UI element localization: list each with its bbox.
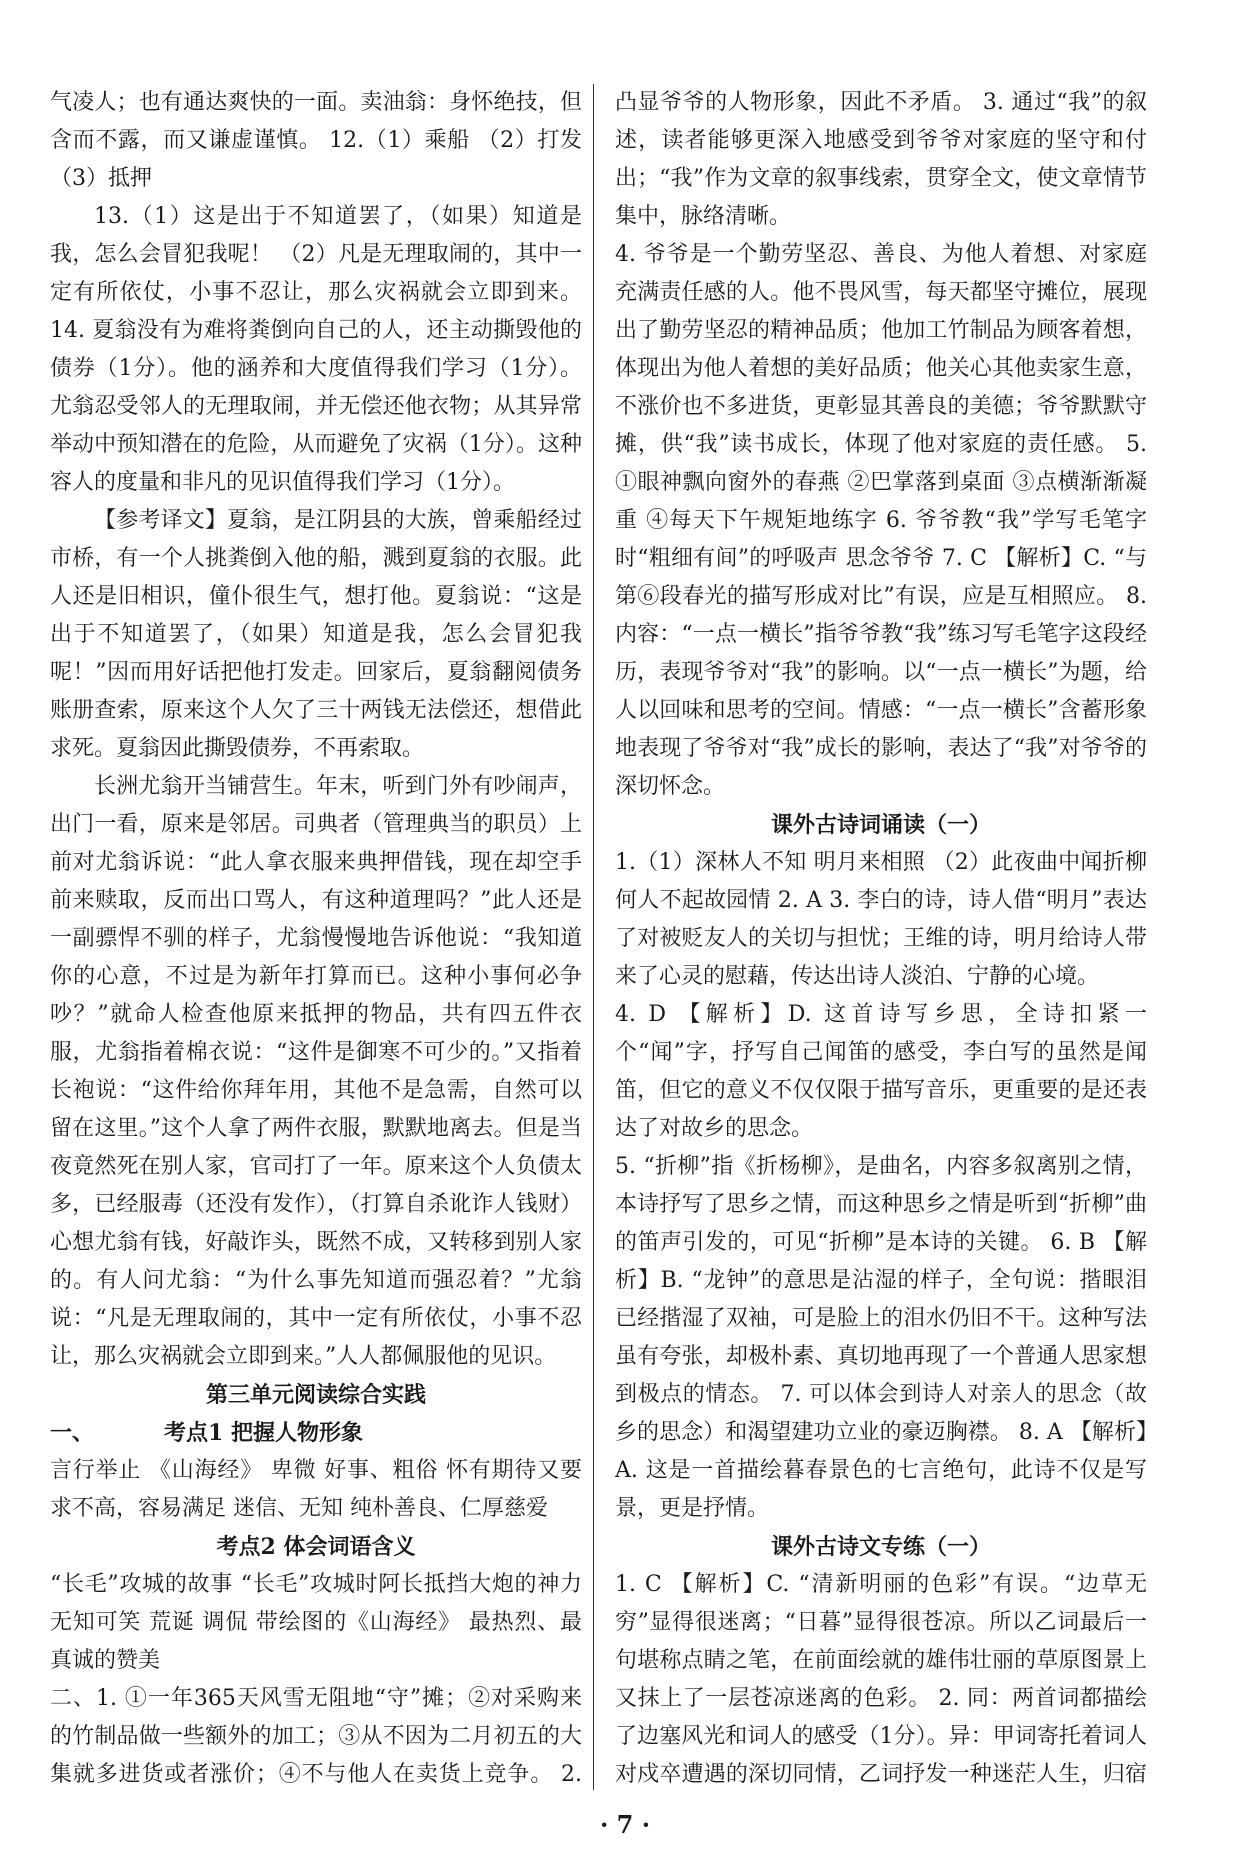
answer-paragraph: 5. “折柳”指《折杨柳》，是曲名，内容多叙离别之情，本诗抒写了思乡之情，而这种思乡之情是听到“折柳”曲的笛声引发的，可见“折柳”是本诗的关键。 6. B 【解析】B. “龙钟”的意思是沾湿的样子，全句说：揩眼泪已经揩湿了双袖，可是脸上的泪水仍旧不干。这种写法虽有夸张，却极朴素、真切地再现了一个普通人思家想到极点的情态。 7. 可以体会到诗人对亲人的思念（故乡的思念）和渴望建功立业的豪迈胸襟。 8. A 【解析】A. 这是一首描绘暮春景色的七言绝句，此诗不仅是写景，更是抒情。: [615, 1154, 1147, 1521]
section-title-classical-practice: 课外古诗文专练（一）: [770, 1534, 991, 1560]
answer-paragraph: 4. 爷爷是一个勤劳坚忍、善良、为他人着想、对家庭充满责任感的人。他不畏风雪，每天都坚守摊位，展现出了勤劳坚忍的精神品质；他加工竹制品为顾客着想，体现出为他人着想的美好品质；他关心其他卖家生意，不涨价也不多进货，更彰显其善良的美德；爷爷默默守摊，供“我”读书成长，体现了他对家庭的责任感。 5. ①眼神飘向窗外的春燕 ②巴掌落到桌面 ③点横渐渐凝重 ④每天下午规矩地练字 6. 爷爷教“我”学写毛笔字时“粗细有间”的呼吸声 思念爷爷 7. C 【解析】C. “与第⑥段春光的描写形成对比”有误，应是互相照应。 8. 内容：“一点一横长”指爷爷教“我”练习写毛笔字这段经历，表现爷爷对“我”的影响。以“一点一横长”为题，给人以回味和思考的空间。情感：“一点一横长”含蓄形象地表现了爷爷对“我”成长的影响，表达了“我”对爷爷的深切怀念。: [615, 242, 1147, 799]
unit-title: 第三单元阅读综合实践: [205, 1382, 426, 1408]
reference-translation-continued: 长洲尤翁开当铺营生。年末，听到门外有吵闹声，出门一看，原来是邻居。司典者（管理典当的职员）上前对尤翁诉说：“此人拿衣服来典押借钱，现在却空手前来赎取，反而出口骂人，有这种道理吗？”此人还是一副骠悍不驯的样子，尤翁慢慢地告诉他说：“我知道你的心意，不过是为新年打算而已。这种小事何必争吵？”就命人检查他原来抵押的物品，共有四五件衣服，尤翁指着棉衣说：“这件是御寒不可少的。”又指着长袍说：“这件给你拜年用，其他不是急需，自然可以留在这里。”这个人拿了两件衣服，默默地离去。但是当夜竟然死在别人家，官司打了一年。原来这个人负债太多，已经服毒（还没有发作），（打算自杀讹诈人钱财）心想尤翁有钱，好敲诈头，既然不成，又转移到别人家的。有人问尤翁：“为什么事先知道而强忍着？”尤翁说：“凡是无理取闹的，其中一定有所依仗，小事不忍让，那么灾祸就会立即到来。”人人都佩服他的见识。: [50, 774, 582, 1369]
kaodian-2-answers: “长毛”攻城的故事 “长毛”攻城时阿长抵挡大炮的神力 无知可笑 荒诞 调侃 带绘图的《山海经》 最热烈、最真诚的赞美: [50, 1572, 582, 1673]
kaodian-1-heading: [50, 1414, 582, 1452]
column-divider: [593, 84, 594, 1790]
kaodian-2-title: 考点2 体会词语含义: [216, 1534, 416, 1560]
answer-paragraph: 4. D 【解析】D. 这首诗写乡思，全诗扣紧一个“闻”字，抒写自己闻笛的感受，李白写的虽然是闻笛，但它的意义不仅仅限于描写音乐，更重要的是还表达了对故乡的思念。: [615, 1002, 1147, 1141]
page-number: · 7 ·: [599, 1810, 651, 1839]
section-one-label: 一、: [50, 1420, 95, 1446]
answer-paragraph: 气凌人；也有通达爽快的一面。卖油翁：身怀绝技，但含而不露，而又谦虚谨慎。 12.（1）乘船 （2）打发 （3）抵押: [50, 90, 582, 191]
reference-translation: 【参考译文】夏翁，是江阴县的大族，曾乘船经过市桥，有一个人挑粪倒入他的船，溅到夏翁的衣服。此人还是旧相识，僮仆很生气，想打他。夏翁说：“这是出于不知道罢了，（如果）知道是我，怎么会冒犯我呢！”因而用好话把他打发走。回家后，夏翁翻阅债务账册查索，原来这个人欠了三十两钱无法偿还，想借此求死。夏翁因此撕毁债券，不再索取。: [50, 508, 582, 761]
kaodian-1-answers: 言行举止 《山海经》 卑微 好事、粗俗 怀有期待又要求不高，容易满足 迷信、无知 纯朴善良、仁厚慈爱: [50, 1458, 582, 1521]
answer-paragraph: 凸显爷爷的人物形象，因此不矛盾。 3. 通过“我”的叙述，读者能够更深入地感受到爷爷对家庭的坚守和付出；“我”作为文章的叙事线索，贯穿全文，使文章情节集中，脉络清晰。: [615, 90, 1147, 229]
answer-paragraph: 二、1. ①一年365天风雪无阻地“守”摊；②对采购来的竹制品做一些额外的加工；③从不因为二月初五的大集就多进货或者涨价；④不与他人在卖货上竞争。 2.: [50, 1686, 582, 1787]
answer-paragraph: 13.（1）这是出于不知道罢了，（如果）知道是我，怎么会冒犯我呢！ （2）凡是无理取闹的，其中一定有所依仗，小事不忍让，那么灾祸就会立即到来。 14. 夏翁没有为难将粪倒向自己的人，还主动撕毁他的债券（1分）。他的涵养和大度值得我们学习（1分）。尤翁忍受邻人的无理取闹，并无偿还他衣物；从其异常举动中预知潜在的危险，从而避免了灾祸（1分）。这种容人的度量和非凡的见识值得我们学习（1分）。: [50, 204, 582, 495]
section-title-poetry-reading: 课外古诗词诵读（一）: [770, 812, 991, 838]
answer-paragraph: 1.（1）深林人不知 明月来相照 （2）此夜曲中闻折柳 何人不起故园情 2. A 3. 李白的诗，诗人借“明月”表达了对被贬友人的关切与担忧；王维的诗，明月给诗人带来了心灵的慰藉，传达出诗人淡泊、宁静的心境。: [615, 850, 1147, 989]
kaodian-1-title: 考点1 把握人物形象: [164, 1420, 363, 1446]
left-column: [50, 84, 582, 1790]
answer-paragraph: 1. C 【解析】C. “清新明丽的色彩”有误。“边草无穷”显得很迷离；“日暮”显得很苍凉。所以乙词最后一句堪称点睛之笔，在前面绘就的雄伟壮丽的草原图景上又抹上了一层苍凉迷离的色彩。 2. 同：两首词都描绘了边塞风光和词人的感受（1分）。异：甲词寄托着词人对戍卒遭遇的深切同情，乙词抒发一种迷茫人生，归宿: [615, 1572, 1147, 1787]
right-column: [615, 84, 1147, 1790]
